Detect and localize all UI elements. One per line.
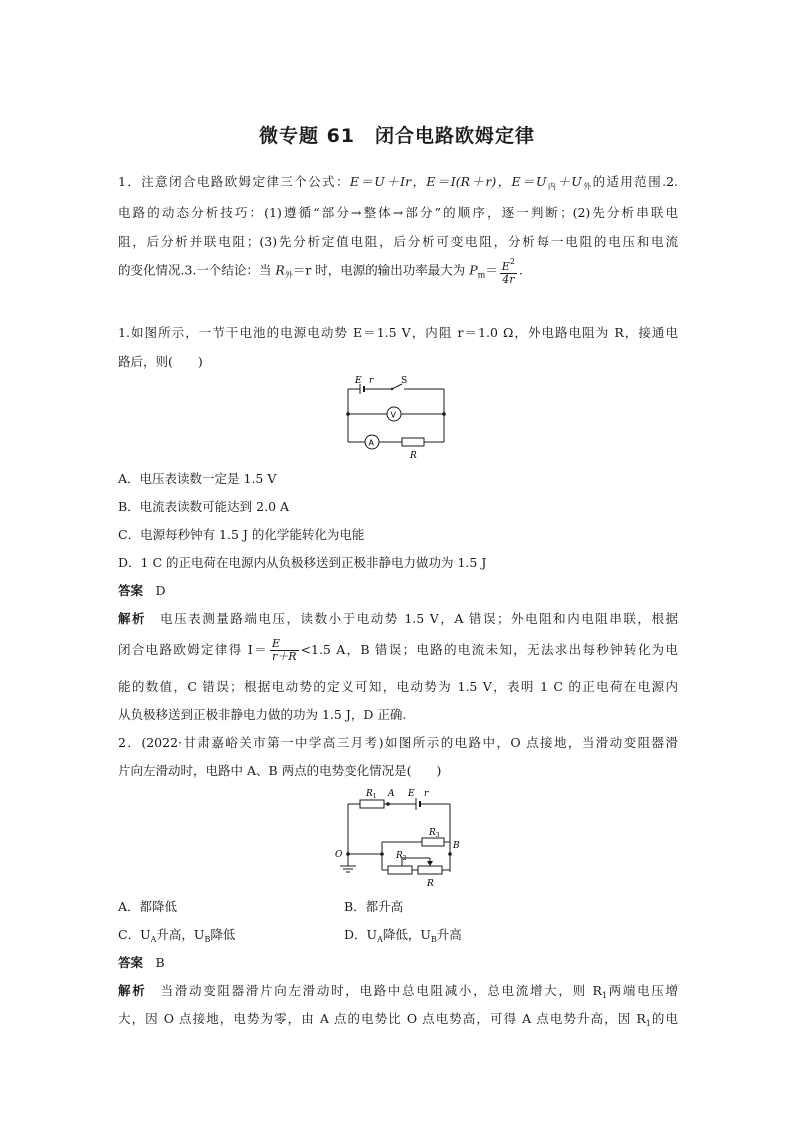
label-r: r (369, 376, 374, 386)
analysis-sub: 1 (645, 1019, 651, 1028)
frac-den: 4r (502, 273, 515, 286)
q2-analysis-line-2 (118, 1009, 678, 1028)
var-P: P (469, 262, 478, 278)
fraction-current (270, 638, 299, 663)
q2-option-a: A．都降低 (118, 899, 178, 914)
option-c-sub: A (150, 935, 157, 944)
label-R1-sub: 1 (372, 793, 377, 800)
analysis-text: 闭合电路欧姆定律得 I＝ (118, 642, 268, 657)
q2-option-d (344, 925, 462, 944)
intro-line-1 (118, 172, 678, 192)
q2-answer (118, 953, 165, 971)
label-E: E (355, 376, 362, 386)
fraction-power (500, 256, 517, 286)
label-R2 (395, 851, 407, 862)
analysis-text: 电压表测量路端电压，读数小于电动势 1.5 V，A 错误；外电阻和内电阻串联，根据 (160, 611, 678, 626)
intro-text: 的变化情况.3.一个结论：当 (118, 262, 272, 278)
label-R3-main: R (429, 828, 436, 838)
q1-option-d: D．1 C 的正电荷在电源内从负极移送到正极非静电力做功为 1.5 J (118, 555, 487, 570)
q2-option-b: B．都升高 (344, 899, 404, 914)
option-d-text: D．U (344, 927, 378, 942)
label-R3 (428, 828, 440, 839)
intro-text: 1．注意闭合电路欧姆定律三个公式： (118, 174, 350, 189)
q1-analysis-line-3: 能的数值，C 错误；根据电动势的定义可知，电动势为 1.5 V，表明 1 C 的正电荷在电源内 (118, 679, 678, 694)
q1-analysis-line-4: 从负极移送到正极非静电力做的功为 1.5 J，D 正确. (118, 707, 407, 722)
option-c-sub: B (204, 935, 211, 944)
analysis-sub: 1 (601, 991, 607, 1000)
intro-line-3: 阻，后分析并联电阻；(3)先分析定值电阻，后分析可变电阻，分析每一电阻的电压和电流 (118, 234, 678, 249)
q1-option-c: C．电源每秒钟有 1.5 J 的化学能转化为电能 (118, 527, 365, 542)
label-R1-main: R (366, 789, 373, 799)
intro-text: ＝r 时，电源的输出功率最大为 (292, 262, 466, 278)
label-E: E (408, 789, 415, 799)
voltmeter-label: V (390, 410, 396, 420)
formula-3-b: ＋U (557, 174, 582, 189)
label-R: R (410, 451, 417, 460)
equals: ＝ (485, 262, 498, 278)
answer-label: 答案 (118, 583, 144, 598)
formula-3-sub-inner: 内 (546, 182, 558, 191)
q1-circuit-diagram (340, 372, 452, 460)
var-R: R (275, 262, 285, 278)
label-B: B (453, 841, 460, 851)
label-R1 (365, 789, 377, 800)
label-R2-sub: 2 (402, 855, 407, 862)
label-R2-main: R (396, 851, 403, 861)
option-c-text: 升高，U (156, 927, 205, 942)
label-R: R (427, 879, 434, 889)
q1-stem-line-2: 路后，则( ) (118, 354, 203, 369)
intro-text: 的适用范围.2. (592, 174, 679, 189)
frac-num-sup: 2 (509, 257, 515, 266)
q1-answer (118, 581, 166, 599)
option-d-text: 降低，U (382, 927, 431, 942)
analysis-label: 解析 (118, 983, 147, 998)
period: . (518, 262, 523, 278)
label-r: r (424, 789, 429, 799)
analysis-text: 当滑动变阻器滑片向左滑动时，电路中总电阻减小，总电流增大，则 R (160, 983, 602, 998)
var-R-sub: 外 (284, 270, 293, 280)
option-c-text: C．U (118, 927, 151, 942)
analysis-label: 解析 (118, 611, 147, 626)
q2-circuit-diagram (332, 782, 468, 890)
frac-den: r＋R (271, 650, 297, 663)
answer-value: B (155, 955, 165, 970)
label-R3-sub: 3 (435, 832, 440, 839)
analysis-text: 大，因 O 点接地，电势为零，由 A 点的电势比 O 点电势高，可得 A 点电势升高，因 R (118, 1011, 646, 1026)
ammeter-label: A (368, 438, 374, 448)
answer-label: 答案 (118, 955, 144, 970)
formula-3-sub-outer: 外 (581, 182, 593, 191)
q1-analysis-line-1 (118, 609, 678, 627)
q1-option-b: B．电流表读数可能达到 2.0 A (118, 499, 290, 514)
q2-stem-line-1: 2．(2022·甘肃嘉峪关市第一中学高三月考)如图所示的电路中，O 点接地，当滑动变阻器滑 (118, 735, 678, 750)
q2-stem-line-2: 片向左滑动时，电路中 A、B 两点的电势变化情况是( ) (118, 763, 442, 778)
answer-value: D (155, 583, 166, 598)
option-d-sub: B (430, 935, 437, 944)
frac-num: E (271, 637, 281, 650)
q2-option-c (118, 925, 235, 944)
label-A: A (388, 789, 395, 799)
var-P-sub: m (477, 270, 486, 280)
option-d-sub: A (377, 935, 383, 944)
q1-stem-line-1: 1.如图所示，一节干电池的电源电动势 E＝1.5 V，内阻 r＝1.0 Ω，外电路电阻为 R，接通电 (118, 325, 678, 340)
q1-option-a: A．电压表读数一定是 1.5 V (118, 471, 277, 486)
q1-analysis-line-2 (118, 638, 678, 663)
option-d-text: 升高 (436, 927, 462, 942)
analysis-text: 的电 (650, 1011, 678, 1026)
label-S: S (401, 376, 408, 386)
formula-3: E＝U (511, 174, 547, 189)
intro-line-4 (118, 256, 523, 286)
option-c-text: 降低 (210, 927, 236, 942)
page-title: 微专题 61 闭合电路欧姆定律 (258, 125, 536, 147)
frac-num: E (501, 260, 510, 273)
analysis-text: 两端电压增 (606, 983, 678, 998)
intro-line-2: 电路的动态分析技巧：(1)遵循“部分→整体→部分”的顺序，逐一判断；(2)先分析串联电 (118, 205, 678, 220)
formula-2: E＝I(R＋r)， (426, 174, 512, 189)
analysis-text: <1.5 A，B 错误；电路的电流未知，无法求出每秒钟转化为电 (300, 642, 679, 657)
q2-analysis-line-1 (118, 981, 678, 1000)
formula-1: E＝U＋Ir， (349, 174, 427, 189)
label-O: O (335, 850, 343, 860)
